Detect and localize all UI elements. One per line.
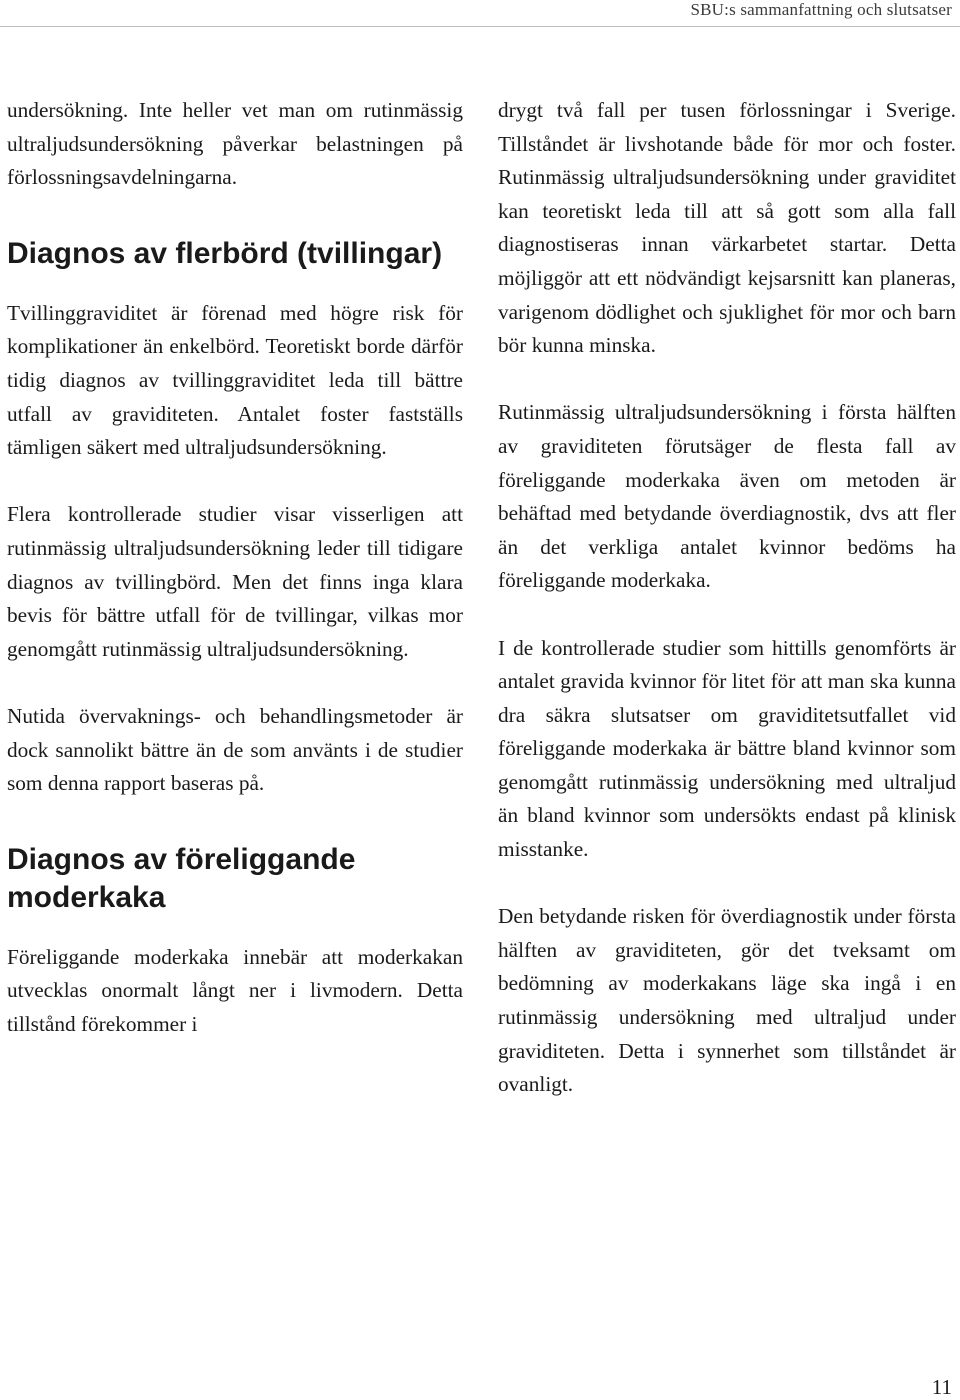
- paragraph-twin-pregnancy-risk: Tvillinggraviditet är förenad med högre risk för komplikationer än enkelbörd. Teoretiskt borde därför tidig diagnos av tvillinggraviditet leda till bättre utfall av graviditeten. Antalet foster fastställs tämligen säkert med ultraljudsundersökning.: [7, 300, 463, 460]
- left-column: [7, 94, 463, 1041]
- paragraph-conclusion: Den betydande risken för överdiagnostik under första hälften av graviditeten, gör det tveksamt om bedömning av moderkakans läge ska ingå i en rutinmässig undersökning med ultraljud under graviditeten. Detta i synnerhet som tillståndet är ovanligt.: [498, 904, 956, 1097]
- paragraph-placenta-previa-incidence: drygt två fall per tusen förlossningar i Sverige. Tillståndet är livshotande både för mor och foster. Rutinmässig ultraljudsundersökning under graviditet kan teoretiskt leda till att så gott som alla fall diagnostiseras innan värkarbetet startar. Detta möjliggör att ett nödvändigt kejsarsnitt kan planeras, varigenom dödlighet och sjuklighet för mor och barn bör kunna minska.: [498, 98, 956, 358]
- paragraph-controlled-studies: I de kontrollerade studier som hittills genomförts är antalet gravida kvinnor för litet för att man ska kunna dra säkra slutsatser om graviditetsutfallet vid föreliggande moderkaka är bättre bland kvinnor som genomgått rutinmässig undersökning med ultraljud än bland kvinnor som undersökts endast på klinisk misstanke.: [498, 635, 956, 862]
- page-number: 11: [931, 1375, 952, 1399]
- paragraph-placenta-previa-definition: Föreliggande moderkaka innebär att moderkakan utvecklas onormalt långt ner i livmodern. Detta tillstånd förekommer i: [7, 944, 463, 1036]
- paragraph-modern-methods: Nutida övervaknings- och behandlingsmetoder är dock sannolikt bättre än de som använts i de studier som denna rapport baseras på.: [7, 703, 463, 796]
- heading-placenta-previa-diagnosis: Diagnos av föreliggande moderkaka: [7, 842, 356, 914]
- paragraph-overdiagnosis: Rutinmässig ultraljudsundersökning i första hälften av graviditeten förutsäger de flesta fall av föreliggande moderkaka även om metoden är behäftad med betydande överdiagnostik, dvs att fler än det verkliga antalet kvinnor bedöms ha föreliggande moderkaka.: [498, 400, 956, 593]
- right-column: [498, 94, 956, 1102]
- heading-multiple-birth-diagnosis: Diagnos av flerbörd (tvillingar): [7, 236, 443, 270]
- paragraph-twin-studies: Flera kontrollerade studier visar visserligen att rutinmässig ultraljudsundersökning leder till tidigare diagnos av tvillingbörd. Men det finns inga klara bevis för bättre utfall för de tvillingar, vilkas mor genomgått rutinmässig ultraljudsundersökning.: [7, 502, 463, 661]
- header-divider: [0, 26, 960, 27]
- paragraph-ultrasound-workload: undersökning. Inte heller vet man om rutinmässig ultraljudsundersökning påverkar belastningen på förlossningsavdelningarna.: [7, 98, 463, 190]
- running-header: SBU:s sammanfattning och slutsatser: [690, 0, 952, 19]
